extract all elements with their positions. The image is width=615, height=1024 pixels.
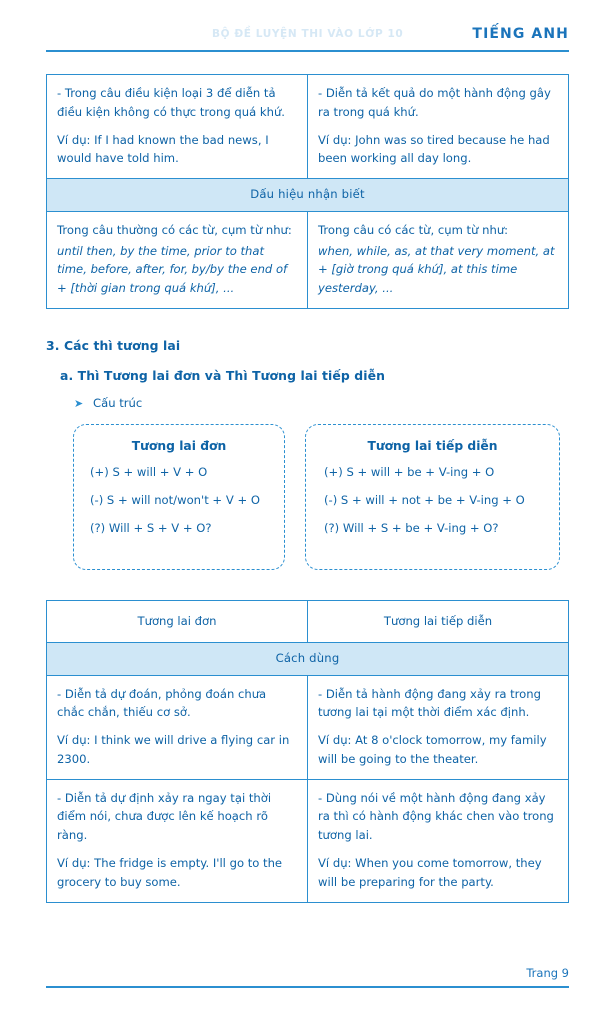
cell-example: Ví dụ: When you come tomorrow, they will be preparing for the party.: [318, 856, 542, 889]
cell-example: Ví dụ: If I had known the bad news, I would have told him.: [57, 132, 269, 166]
table-row: [47, 675, 569, 779]
header-watermark-text: BỘ ĐỀ LUYỆN THI VÀO LỚP 10: [212, 28, 404, 40]
footer-divider: [46, 986, 569, 988]
cell-left-usage-1: [47, 675, 308, 779]
header-title: TIẾNG ANH: [472, 26, 569, 42]
structure-line-negative: (-) S + will + not + be + V-ing + O: [324, 492, 525, 507]
cell-right-usage-1: [308, 675, 569, 779]
table-row-band: [47, 179, 569, 212]
arrow-right-icon: ➤: [74, 396, 84, 410]
cell-text: - Diễn tả dự đoán, phỏng đoán chưa chắc chắn, thiếu cơ sở.: [57, 686, 267, 720]
table-row: [47, 75, 569, 179]
cell-text-italic: when, while, as, at that very moment, at + [giờ trong quá khứ], at this time yesterday, ...: [318, 243, 555, 296]
structure-box-title: Tương lai đơn: [131, 439, 227, 453]
column-header-simple-future: Tương lai đơn: [47, 601, 308, 643]
structure-box-title: Tương lai tiếp diễn: [367, 439, 498, 453]
structure-line-negative: (-) S + will not/won't + V + O: [90, 492, 260, 507]
cell-text: - Diễn tả kết quả do một hành động gây ra trong quá khứ.: [318, 86, 551, 119]
cell-text: Trong câu thường có các từ, cụm từ như:: [57, 222, 292, 237]
cell-right-signals: [308, 211, 569, 308]
page-header: [0, 24, 615, 58]
structure-line-affirmative: (+) S + will + V + O: [90, 465, 208, 479]
cell-right-usage-2: [308, 779, 569, 902]
section-subheading-future: a. Thì Tương lai đơn và Thì Tương lai tiếp diễn: [60, 368, 386, 383]
structure-box-simple-future: [73, 424, 285, 570]
cell-example: Ví dụ: John was so tired because he had been working all day long.: [318, 132, 550, 166]
bullet-label: Cấu trúc: [93, 396, 143, 410]
table-row: [47, 779, 569, 902]
cell-text: - Diễn tả dự định xảy ra ngay tại thời điểm nói, chưa được lên kế hoạch rõ ràng.: [57, 790, 272, 843]
cell-text: - Dùng nói về một hành động đang xảy ra thì có hành động khác chen vào trong tương lai.: [318, 790, 554, 843]
cell-text: - Diễn tả hành động đang xảy ra trong tương lai tại một thời điểm xác định.: [318, 686, 541, 720]
table-future-usage: [46, 600, 569, 903]
structure-line-question: (?) Will + S + be + V-ing + O?: [324, 520, 499, 535]
bullet-structure: [74, 396, 142, 410]
page-number: Trang 9: [526, 966, 569, 980]
cell-left-signals: [47, 211, 308, 308]
cell-text: Trong câu có các từ, cụm từ như:: [318, 222, 509, 237]
cell-left-usage-2: [47, 779, 308, 902]
structure-line-affirmative: (+) S + will + be + V-ing + O: [324, 465, 495, 479]
cell-right-usage: [308, 75, 569, 179]
cell-example: Ví dụ: I think we will drive a flying car in 2300.: [57, 733, 290, 766]
band-usage: Cách dùng: [47, 642, 569, 675]
table-row: [47, 211, 569, 308]
header-divider: [46, 50, 569, 52]
table-conditional-usage: [46, 74, 569, 309]
band-signal-words: Dấu hiệu nhận biết: [47, 179, 569, 212]
column-header-future-continuous: Tương lai tiếp diễn: [308, 601, 569, 643]
cell-text: - Trong câu điều kiện loại 3 để diễn tả điều kiện không có thực trong quá khứ.: [57, 86, 285, 119]
table-header-row: [47, 601, 569, 643]
section-heading-future-tenses: 3. Các thì tương lai: [46, 338, 181, 353]
structure-box-future-continuous: [305, 424, 560, 570]
cell-example: Ví dụ: The fridge is empty. I'll go to the grocery to buy some.: [57, 856, 283, 889]
structure-line-question: (?) Will + S + V + O?: [90, 520, 212, 535]
cell-example: Ví dụ: At 8 o'clock tomorrow, my family will be going to the theater.: [318, 733, 547, 766]
cell-left-usage: [47, 75, 308, 179]
cell-text-italic: until then, by the time, prior to that time, before, after, for, by/by the end of + [thời gian trong quá khứ], ...: [57, 243, 288, 296]
table-row-band: [47, 642, 569, 675]
